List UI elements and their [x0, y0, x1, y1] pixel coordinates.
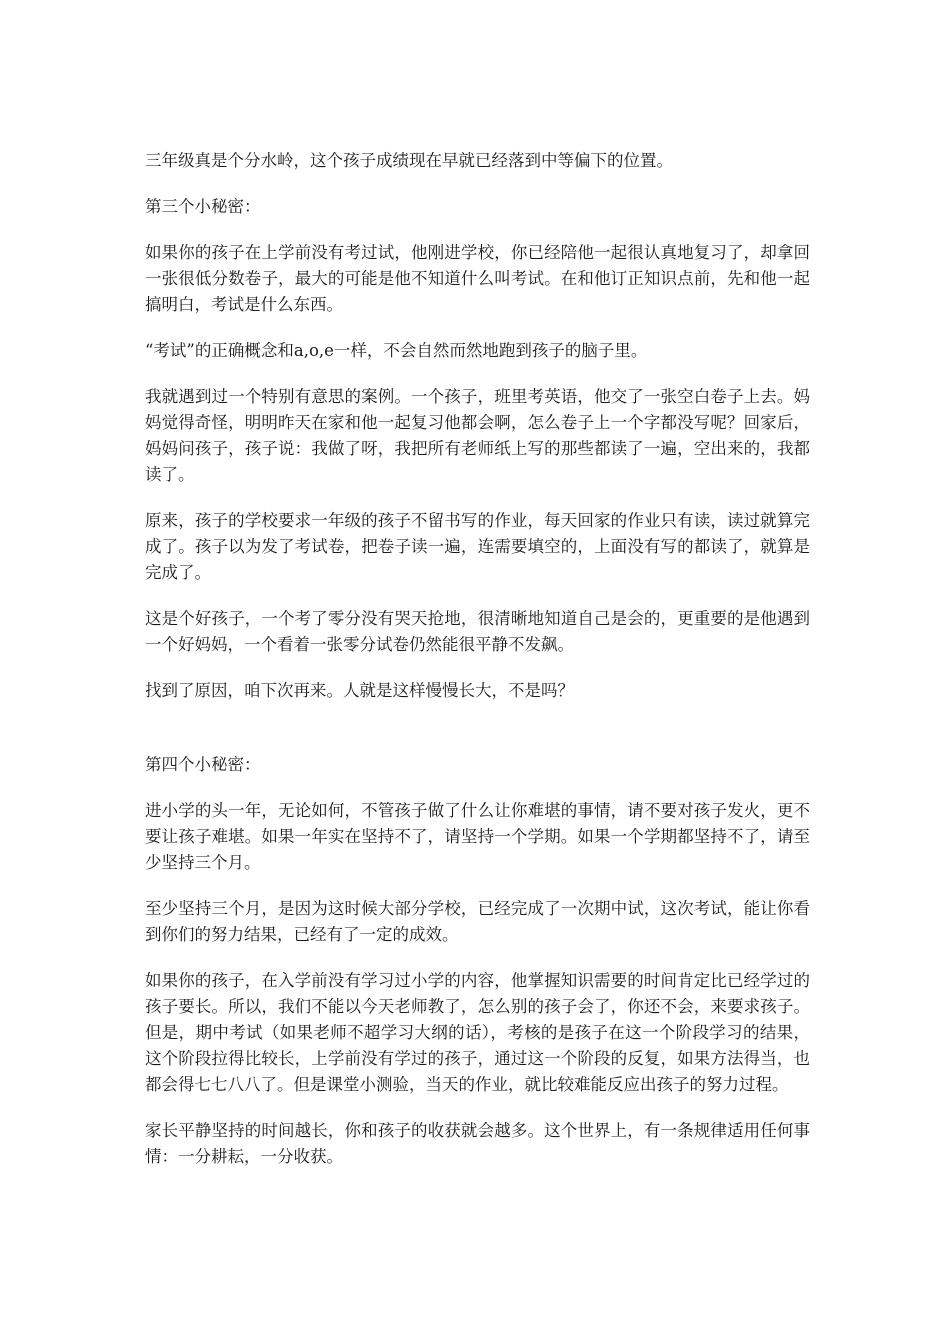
- paragraph: 至少坚持三个月，是因为这时候大部分学校，已经完成了一次期中试，这次考试，能让你看到你们的努力结果，已经有了一定的成效。: [145, 899, 810, 944]
- document-body: [145, 148, 810, 1190]
- paragraph: 家长平静坚持的时间越长，你和孩子的收获就会越多。这个世界上，有一条规律适用任何事情：一分耕耘，一分收获。: [145, 1121, 810, 1166]
- paragraph: 进小学的头一年，无论如何，不管孩子做了什么让你难堪的事情，请不要对孩子发火，更不要让孩子难堪。如果一年实在坚持不了，请坚持一个学期。如果一个学期都坚持不了，请至少坚持三个月。: [145, 801, 810, 872]
- paragraph: 我就遇到过一个特别有意思的案例。一个孩子，班里考英语，他交了一张空白卷子上去。妈妈觉得奇怪，明明昨天在家和他一起复习他都会啊，怎么卷子上一个字都没写呢？回家后，妈妈问孩子，孩子说：我做了呀，我把所有老师纸上写的那些都读了一遍，空出来的，我都读了。: [145, 387, 810, 484]
- paragraph: 三年级真是个分水岭，这个孩子成绩现在早就已经落到中等偏下的位置。: [145, 151, 673, 170]
- paragraph: 如果你的孩子，在入学前没有学习过小学的内容，他掌握知识需要的时间肯定比已经学过的孩子要长。所以，我们不能以今天老师教了，怎么别的孩子会了，你还不会，来要求孩子。但是，期中考试（如果老师不超学习大纲的话），考核的是孩子在这一个阶段学习的结果，这个阶段拉得比较长，上学前没有学过的孩子，通过这一个阶段的反复，如果方法得当，也都会得七七八八了。但是课堂小测验，当天的作业，就比较难能反应出孩子的努力过程。: [145, 971, 810, 1094]
- paragraph: 找到了原因，咱下次再来。人就是这样慢慢长大，不是吗？: [145, 681, 574, 700]
- section-heading: 第三个小秘密：: [145, 197, 261, 216]
- paragraph: 这是个好孩子，一个考了零分没有哭天抢地，很清晰地知道自己是会的，更重要的是他遇到一个好妈妈，一个看着一张零分试卷仍然能很平静不发飙。: [145, 609, 810, 654]
- paragraph: 如果你的孩子在上学前没有考过试，他刚进学校，你已经陪他一起很认真地复习了，却拿回一张很低分数卷子，最大的可能是他不知道什么叫考试。在和他订正知识点前，先和他一起搞明白，考试是什么东西。: [145, 243, 810, 314]
- paragraph: “考试”的正确概念和a,o,e一样，不会自然而然地跑到孩子的脑子里。: [145, 341, 648, 360]
- paragraph: 原来，孩子的学校要求一年级的孩子不留书写的作业，每天回家的作业只有读，读过就算完成了。孩子以为发了考试卷，把卷子读一遍，连需要填空的，上面没有写的都读了，就算是完成了。: [145, 511, 810, 582]
- section-heading: 第四个小秘密：: [145, 755, 261, 774]
